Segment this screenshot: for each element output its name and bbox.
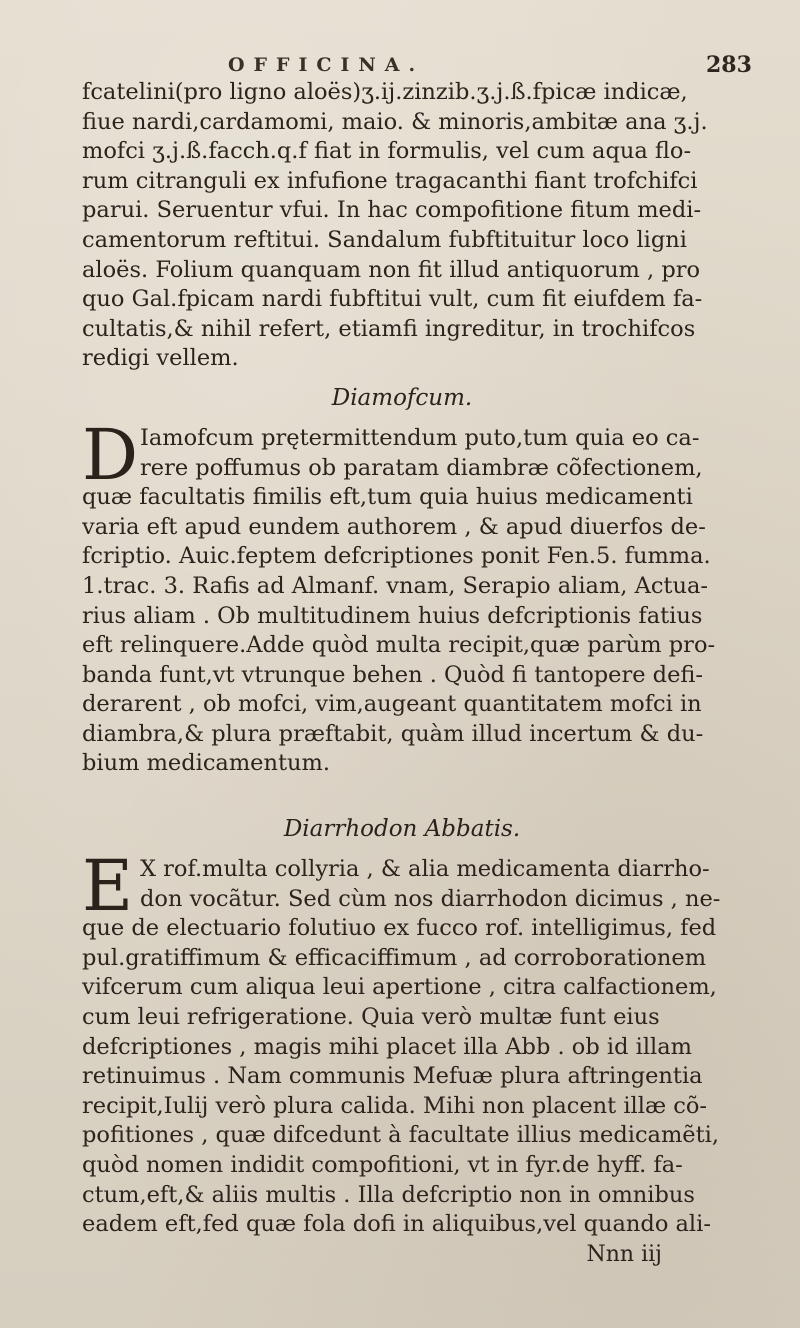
text-line: bium medicamentum. bbox=[82, 750, 331, 777]
text-line: pul.gratiffimum & efficaciffimum , ad corroborationem bbox=[82, 944, 707, 971]
text-line: ctum,eft,& aliis multis . Illa defcriptio non in omnibus bbox=[82, 1181, 695, 1208]
text-line: quæ facultatis fimilis eft,tum quia huius medicamenti bbox=[82, 484, 693, 511]
text-line: eft relinquere.Adde quòd multa recipit,quæ parùm pro- bbox=[82, 632, 716, 659]
text-line: pofitiones , quæ difcedunt à facultate illius medicamẽti, bbox=[82, 1122, 720, 1149]
text-line: diambra,& plura præftabit, quàm illud incertum & du- bbox=[82, 720, 704, 747]
section-heading-diamoscum: Diamofcum. bbox=[331, 384, 473, 411]
text-line: fcatelini(pro ligno aloës)ʒ.ij.zinzib.ʒ.j.ß.fpicæ indicæ, bbox=[82, 79, 688, 105]
text-line: derarent , ob mofci, vim,augeant quantitatem mofci in bbox=[82, 691, 702, 718]
text-line: recipit,Iulij verò plura calida. Mihi non placent illæ cõ- bbox=[82, 1092, 707, 1119]
text-block bbox=[82, 78, 722, 1270]
text-line: fiue nardi,cardamomi, maio. & minoris,ambitæ ana ʒ.j. bbox=[82, 108, 708, 135]
text-line: rere poffumus ob paratam diambræ cõfectionem, bbox=[140, 454, 703, 481]
drop-cap: D bbox=[82, 413, 139, 496]
text-line: quo Gal.fpicam nardi fubftitui vult, cum fit eiufdem fa- bbox=[82, 286, 703, 313]
text-line: aloës. Folium quanquam non fit illud antiquorum , pro bbox=[82, 256, 701, 283]
text-line: quòd nomen indidit compofitioni, vt in fyr.de hyff. fa- bbox=[82, 1152, 683, 1178]
paragraph-1 bbox=[82, 78, 722, 374]
text-line: eadem eft,fed quæ fola dofi in aliquibus,vel quando ali- bbox=[82, 1211, 711, 1238]
text-line: X rof.multa collyria , & alia medicamenta diarrho- bbox=[140, 856, 710, 883]
paragraph-3 bbox=[82, 845, 722, 1240]
text-line: que de electuario folutiuo ex fucco rof. intelligimus, fed bbox=[82, 915, 717, 942]
drop-cap: E bbox=[82, 845, 134, 928]
text-line: cum leui refrigeratione. Quia verò multæ funt eius bbox=[82, 1004, 660, 1031]
text-line: varia eft apud eundem authorem , & apud diuerfos de- bbox=[82, 513, 706, 540]
text-line: redigi vellem. bbox=[82, 345, 239, 372]
section-heading-diarrhodon: Diarrhodon Abbatis. bbox=[283, 816, 521, 843]
paragraph-2 bbox=[82, 413, 722, 779]
text-line: fcriptio. Auic.feptem defcriptiones ponit Fen.5. fumma. bbox=[82, 543, 711, 570]
text-line: rum citranguli ex infufione tragacanthi fiant trofchifci bbox=[82, 167, 698, 194]
running-head: OFFICINA. bbox=[228, 54, 425, 76]
text-line: retinuimus . Nam communis Mefuæ plura aftringentia bbox=[82, 1063, 703, 1090]
text-line: cultatis,& nihil refert, etiamfi ingreditur, in trochifcos bbox=[82, 315, 696, 342]
catchword-signature: Nnn iij bbox=[586, 1241, 662, 1267]
text-line: rius aliam . Ob multitudinem huius defcriptionis fatius bbox=[82, 602, 703, 629]
page-number: 283 bbox=[706, 52, 752, 78]
text-line: vifcerum cum aliqua leui apertione , citra calfactionem, bbox=[82, 974, 717, 1001]
text-line: defcriptiones , magis mihi placet illa Abb . ob id illam bbox=[82, 1033, 692, 1060]
text-line: Iamofcum prętermittendum puto,tum quia eo ca- bbox=[140, 424, 700, 451]
text-line: 1.trac. 3. Rafis ad Almanf. vnam, Serapio aliam, Actua- bbox=[82, 572, 708, 599]
text-line: don vocãtur. Sed cùm nos diarrhodon dicimus , ne- bbox=[140, 885, 721, 912]
text-line: banda funt,vt vtrunque behen . Quòd fi tantopere defi- bbox=[82, 661, 704, 688]
text-line: mofci ʒ.j.ß.facch.q.f fiat in formulis, vel cum aqua flo- bbox=[82, 138, 692, 165]
text-line: camentorum reftitui. Sandalum fubftituitur loco ligni bbox=[82, 226, 687, 253]
text-line: parui. Seruentur vfui. In hac compofitione fitum medi- bbox=[82, 197, 702, 224]
